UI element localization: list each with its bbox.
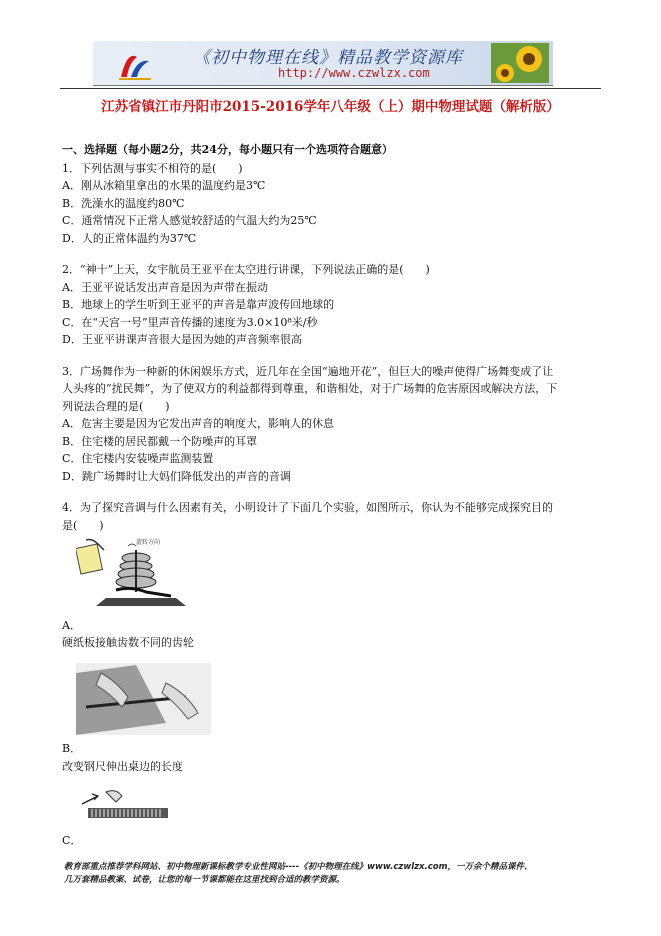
footer-line: 教育部重点推荐学科网站、初中物理新课标教学专业性网站----《初中物理在线》www.czwlzx.com，一万余个精品课件、 (64, 862, 533, 872)
option-d: D．跳广场舞时让大妈们降低发出的声音的音调 (62, 469, 291, 483)
header-rule (60, 88, 601, 89)
sunflower-icon (491, 43, 549, 83)
comb-experiment-icon (76, 786, 176, 826)
option-b: B．地球上的学生听到王亚平的声音是靠声波传回地球的 (62, 298, 335, 311)
figure-ruler (76, 663, 592, 741)
site-logo-icon (115, 47, 155, 81)
question-4 (62, 499, 592, 849)
header-banner (93, 41, 553, 86)
question-2 (62, 261, 592, 349)
banner-title: 《初中物理在线》精品教学资源库 (193, 48, 463, 68)
option-c-letter: C． (62, 833, 82, 847)
figure-comb (76, 786, 592, 832)
option-c: C．在“天宫一号”里声音传播的速度为3.0×10⁸米/秒 (62, 315, 318, 329)
question-stem: 1．下列估测与事实不相符的是( ) (62, 161, 243, 175)
option-b-text: 改变钢尺伸出桌边的长度 (62, 759, 183, 773)
question-stem-line: 是( ) (62, 518, 104, 532)
question-stem-line: 3．广场舞作为一种新的休闲娱乐方式，近几年在全国“遍地开花”，但巨大的噪声使得广场舞变成了让 (62, 364, 554, 378)
document-title: 江苏省镇江市丹阳市2015-2016学年八年级（上）期中物理试题（解析版） (101, 99, 560, 115)
option-d: D．王亚平讲课声音很大是因为她的声音频率很高 (62, 333, 302, 346)
option-b: B．洗澡水的温度约80℃ (62, 196, 185, 210)
page-footer (64, 861, 604, 887)
question-stem-line: 4．为了探究音调与什么因素有关，小明设计了下面几个实验，如图所示，你认为不能够完成探究目的 (62, 501, 553, 514)
question-stem-line: 人头疼的“扰民舞”，为了使双方的利益都得到尊重，和谐相处，对于广场舞的危害原因或解决方法，下 (62, 382, 558, 395)
exam-content (62, 141, 592, 849)
option-a-letter: A． (62, 618, 81, 632)
option-a: A．王亚平说话发出声音是因为声带在振动 (62, 280, 268, 294)
option-c: C．住宅楼内安装噪声监测装置 (62, 452, 214, 465)
option-d: D．人的正常体温约为37℃ (62, 231, 197, 245)
question-3 (62, 363, 592, 486)
question-stem-line: 列说法合理的是( ) (62, 399, 170, 413)
option-a: A．危害主要是因为它发出声音的响度大，影响人的休息 (62, 417, 334, 430)
gear-caption: 旋转方向 (136, 539, 161, 546)
option-c: C．通常情况下正常人感觉较舒适的气温大约为25℃ (62, 214, 317, 227)
option-b-letter: B． (62, 742, 82, 755)
banner-url[interactable]: http://www.czwlzx.com (278, 66, 430, 80)
gear-experiment-icon (76, 536, 196, 611)
footer-line: 几万套精品教案、试卷，让您的每一节课都能在这里找到合适的教学资源。 (64, 875, 345, 885)
option-b: B．住宅楼的居民都戴一个防噪声的耳罩 (62, 434, 258, 448)
question-1 (62, 160, 592, 248)
option-a: A．刚从冰箱里拿出的水果的温度约是3℃ (62, 179, 266, 192)
ruler-experiment-icon (76, 663, 211, 735)
question-stem: 2．“神十”上天，女宇航员王亚平在太空进行讲课，下列说法正确的是( ) (62, 263, 430, 276)
section-title: 一、选择题（每小题2分，共24分，每小题只有一个选项符合题意） (62, 143, 393, 156)
figure-gears (76, 536, 592, 617)
option-a-text: 硬纸板接触齿数不同的齿轮 (62, 636, 194, 649)
